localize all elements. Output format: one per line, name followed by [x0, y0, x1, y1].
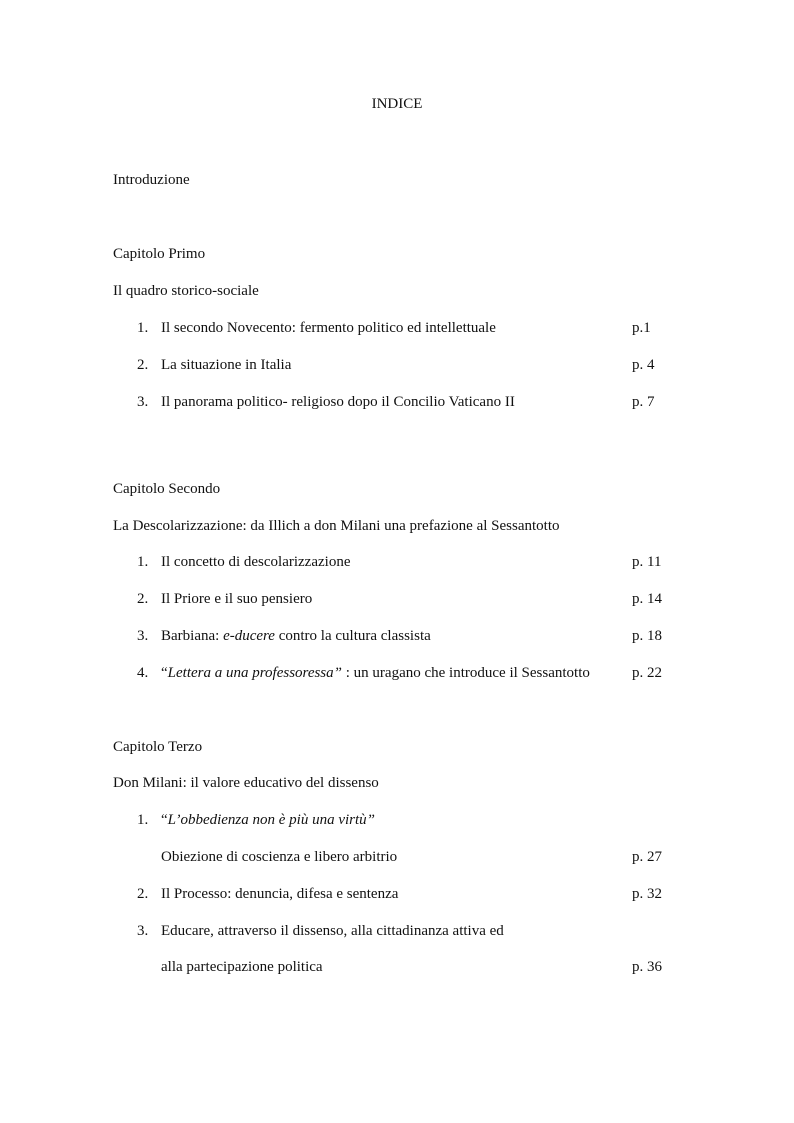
ch2-item-1-text: Il concetto di descolarizzazione	[161, 554, 351, 570]
ch3-item-1-number: 1.	[137, 812, 149, 828]
ch1-item-3-text: Il panorama politico- religioso dopo il Concilio Vaticano II	[161, 394, 515, 410]
ch2-item-3-text-b: contro la cultura classista	[274, 628, 431, 644]
ch2-item-4-text-italic: Lettera a una professoressa”	[167, 665, 342, 681]
ch3-item-3-text: Educare, attraverso il dissenso, alla cittadinanza attiva ed	[161, 923, 504, 939]
ch1-item-3-page: p. 7	[632, 394, 655, 410]
ch2-item-3-number: 3.	[137, 628, 149, 644]
ch2-item-2-page: p. 14	[632, 591, 662, 607]
ch2-item-4-page: p. 22	[632, 665, 662, 681]
ch1-item-1-page: p.1	[632, 320, 651, 336]
ch3-item-1-text-line-2: Obiezione di coscienza e libero arbitrio	[161, 849, 398, 865]
ch3-item-1-text	[161, 811, 375, 829]
ch1-item-1-text: Il secondo Novecento: fermento politico ed intellettuale	[161, 320, 496, 336]
ch3-item-1-text-italic: L’obbedienza non è più una virtù”	[167, 812, 376, 828]
ch3-item-2-number: 2.	[137, 886, 149, 902]
introduction-entry: Introduzione	[113, 172, 190, 188]
ch2-item-3-page: p. 18	[632, 628, 662, 644]
chapter-1-subtitle: Il quadro storico-sociale	[113, 283, 259, 299]
ch1-item-2-text: La situazione in Italia	[161, 357, 292, 373]
ch2-item-1-page: p. 11	[632, 554, 662, 570]
ch2-item-3-text-italic: e-ducere	[223, 628, 275, 644]
ch2-item-4-text-b: : un uragano che introduce il Sessantotto	[342, 665, 590, 681]
ch3-item-2-text: Il Processo: denuncia, difesa e sentenza	[161, 886, 399, 902]
ch1-item-1-number: 1.	[137, 320, 149, 336]
chapter-2-heading: Capitolo Secondo	[113, 481, 221, 497]
ch3-item-1-page: p. 27	[632, 849, 662, 865]
ch2-item-3-text	[161, 627, 431, 645]
ch2-item-2-number: 2.	[137, 591, 149, 607]
ch3-item-1-text-a: “	[161, 812, 168, 828]
chapter-1-heading: Capitolo Primo	[113, 246, 206, 262]
ch2-item-4-text	[161, 664, 590, 682]
index-title: INDICE	[371, 96, 423, 112]
ch1-item-2-number: 2.	[137, 357, 149, 373]
ch3-item-3-text-line-2: alla partecipazione politica	[161, 959, 323, 975]
ch3-item-3-page: p. 36	[632, 959, 662, 975]
ch2-item-1-number: 1.	[137, 554, 149, 570]
ch2-item-3-text-a: Barbiana:	[161, 628, 224, 644]
ch1-item-3-number: 3.	[137, 394, 149, 410]
ch2-item-4-number: 4.	[137, 665, 149, 681]
ch3-item-2-page: p. 32	[632, 886, 662, 902]
ch3-item-3-number: 3.	[137, 923, 149, 939]
chapter-2-subtitle: La Descolarizzazione: da Illich a don Milani una prefazione al Sessantotto	[113, 518, 560, 534]
ch2-item-4-text-a: “	[161, 665, 168, 681]
ch2-item-2-text: Il Priore e il suo pensiero	[161, 591, 313, 607]
ch1-item-2-page: p. 4	[632, 357, 655, 373]
chapter-3-subtitle: Don Milani: il valore educativo del dissenso	[113, 775, 379, 791]
chapter-3-heading: Capitolo Terzo	[113, 739, 203, 755]
